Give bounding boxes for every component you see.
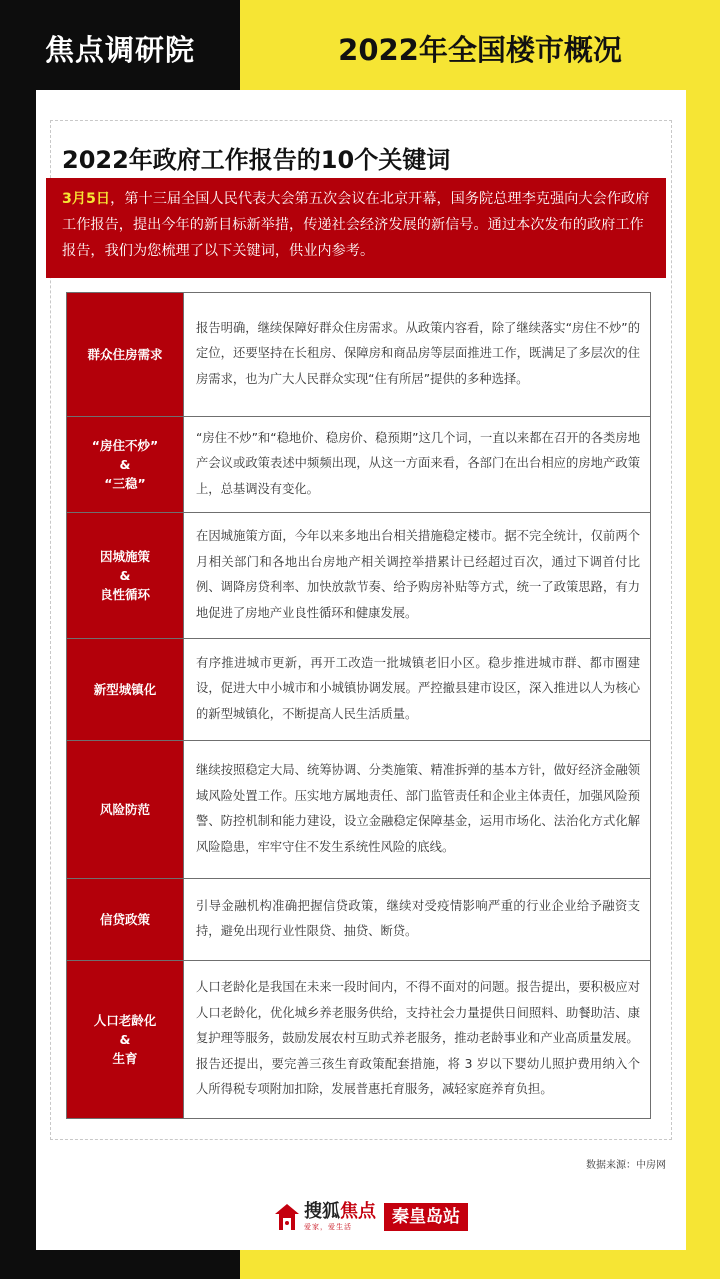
keyword-line: “三稳” <box>104 476 146 491</box>
keyword-line: 信贷政策 <box>99 912 150 927</box>
intro-text: ，第十三届全国人民代表大会第五次会议在北京开幕，国务院总理李克强向大会作政府工作报告，提出今年的新目标新举措，传递社会经济发展的新信号。通过本次发布的政府工作报告，我们为您梳理了以下关键词，供业内参考。 <box>62 191 650 259</box>
logo-text <box>304 1202 376 1232</box>
description-cell <box>184 639 651 741</box>
table-row <box>67 879 651 961</box>
keyword-line: “房住不炒” <box>91 438 159 453</box>
keyword-line: 新型城镇化 <box>93 682 157 697</box>
description-paragraph: “房住不炒”和“稳地价、稳房价、稳预期”这几个词，一直以来都在召开的各类房地产会议或政策表述中频频出现，从这一方面来看，各部门在出台相应的房地产政策上，总基调没有变化。 <box>196 430 640 496</box>
station-badge: 秦皇岛站 <box>384 1203 468 1231</box>
description-paragraph: 人口老龄化是我国在未来一段时间内，不得不面对的问题。报告提出，要积极应对人口老龄化，优化城乡养老服务供给，支持社会力量提供日间照料、助餐助洁、康复护理等服务，鼓励发展农村互助式养老服务，推动老龄事业和产业高质量发展。 <box>196 980 640 1046</box>
logo-name-part1: 搜狐 <box>304 1201 340 1222</box>
data-source: 数据来源：中房网 <box>586 1160 666 1171</box>
description-cell <box>184 417 651 513</box>
logo-slogan: 爱家，爱生活 <box>304 1223 352 1231</box>
description-paragraph: 在因城施策方面，今年以来多地出台相关措施稳定楼市。据不完全统计，仅前两个月相关部门和各地出台房地产相关调控举措累计已经超过百次，通过下调首付比例、调降房贷利率、加快放款节奏、给予购房补贴等方式，统一了政策思路，有力地促进了房地产业良性循环和健康发展。 <box>196 529 640 620</box>
brand-title: 焦点调研院 <box>44 33 195 67</box>
keyword-cell <box>67 961 184 1119</box>
keyword-cell <box>67 293 184 417</box>
keyword-line: 生育 <box>112 1051 138 1066</box>
keyword-cell <box>67 513 184 639</box>
description-paragraph: 报告还提出，要完善三孩生育政策配套措施，将 3 岁以下婴幼儿照护费用纳入个人所得税专项附加扣除，发展普惠托育服务，减轻家庭养育负担。 <box>196 1056 640 1097</box>
keyword-line: & <box>119 568 131 583</box>
description-cell <box>184 961 651 1119</box>
section-heading: 2022年政府工作报告的10个关键词 <box>62 146 451 174</box>
footer-logo <box>274 1200 468 1234</box>
keyword-line: 风险防范 <box>99 802 150 817</box>
description-paragraph: 继续按照稳定大局、统筹协调、分类施策、精准拆弹的基本方针，做好经济金融领域风险处置工作。压实地方属地责任、部门监管责任和企业主体责任，加强风险预警、防控机制和能力建设，设立金融稳定保障基金，运用市场化、法治化方式化解风险隐患，牢牢守住不发生系统性风险的底线。 <box>196 763 640 854</box>
description-paragraph: 有序推进城市更新，再开工改造一批城镇老旧小区。稳步推进城市群、都市圈建设，促进大中小城市和小城镇协调发展。严控撤县建市设区，深入推进以人为核心的新型城镇化，不断提高人民生活质量。 <box>196 655 640 721</box>
content-card <box>36 90 686 1250</box>
keyword-cell <box>67 639 184 741</box>
logo-name-part2: 焦点 <box>340 1201 376 1222</box>
keyword-cell <box>67 417 184 513</box>
keyword-line: 因城施策 <box>99 549 150 564</box>
keywords-table <box>66 292 651 1119</box>
table-row <box>67 741 651 879</box>
keywords-table-body <box>67 293 651 1119</box>
keyword-line: & <box>119 457 131 472</box>
table-row <box>67 513 651 639</box>
intro-box <box>46 178 666 278</box>
keyword-cell <box>67 879 184 961</box>
description-paragraph: 报告明确，继续保障好群众住房需求。从政策内容看，除了继续落实“房住不炒”的定位，还要坚持在长租房、保障房和商品房等层面推进工作，既满足了多层次的住房需求，也为广大人民群众实现“住有所居”提供的多种选择。 <box>196 320 640 386</box>
table-row <box>67 961 651 1119</box>
description-cell <box>184 741 651 879</box>
keyword-cell <box>67 741 184 879</box>
description-cell <box>184 513 651 639</box>
keyword-line: 良性循环 <box>99 587 150 602</box>
table-row <box>67 639 651 741</box>
logo-name <box>304 1202 376 1222</box>
intro-date: 3月5日 <box>62 191 111 207</box>
description-cell <box>184 879 651 961</box>
description-paragraph: 引导金融机构准确把握信贷政策，继续对受疫情影响严重的行业企业给予融资支持，避免出现行业性限贷、抽贷、断贷。 <box>196 898 640 938</box>
table-row <box>67 293 651 417</box>
description-cell <box>184 293 651 417</box>
table-row <box>67 417 651 513</box>
keyword-line: 群众住房需求 <box>87 347 163 362</box>
keyword-line: 人口老龄化 <box>93 1013 157 1028</box>
house-logo-icon <box>274 1203 300 1231</box>
report-title: 2022年全国楼市概况 <box>338 33 622 67</box>
keyword-line: & <box>119 1032 131 1047</box>
